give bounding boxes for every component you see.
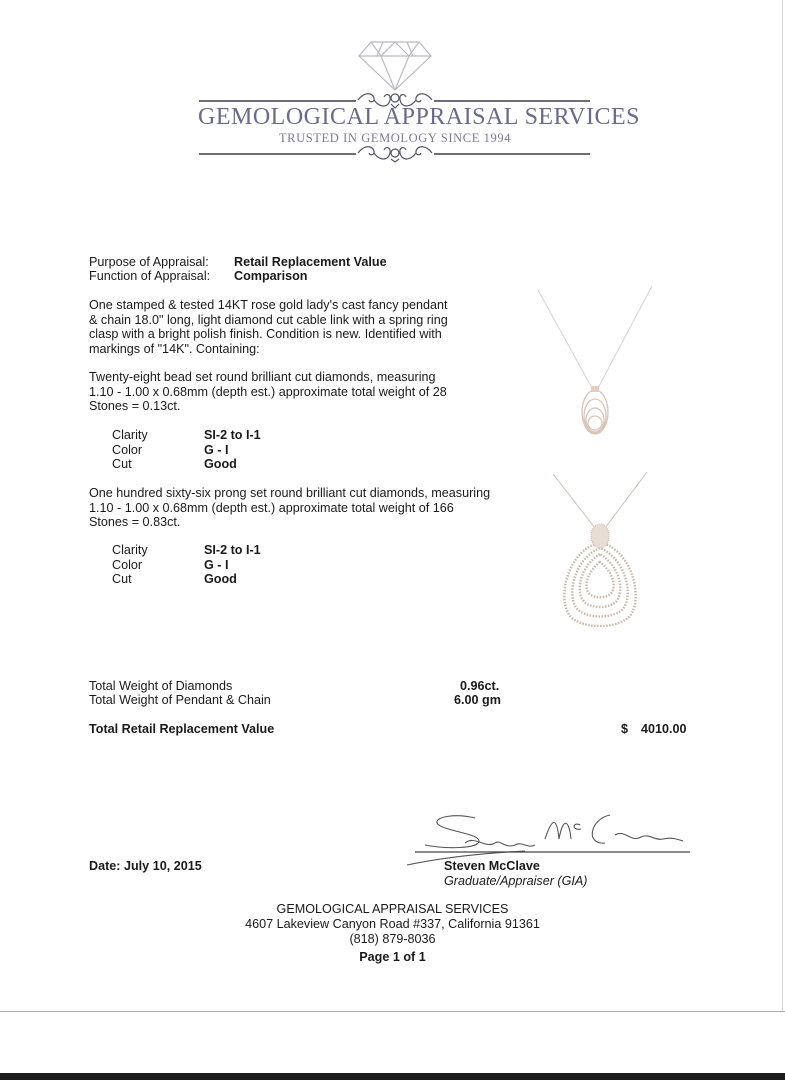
grade-row-clarity (112, 543, 261, 558)
page-bottom-edge (0, 1011, 785, 1012)
header-rule-bottom-left (199, 153, 356, 155)
appraiser-name: Steven McClave (444, 859, 540, 873)
total-diamonds-label: Total Weight of Diamonds (89, 679, 233, 693)
stone-group-2-description (89, 486, 529, 530)
description-line: & chain 18.0" long, light diamond cut cable link with a spring ring (89, 312, 448, 327)
header-rule-top-right (434, 100, 590, 102)
grade-row-clarity (112, 428, 261, 443)
currency-symbol: $ (621, 722, 629, 736)
page-right-edge (782, 0, 783, 1011)
stone-group-2-grades (112, 543, 261, 587)
stone-line: 1.10 - 1.00 x 0.68mm (depth est.) approximate total weight of 28 (89, 384, 447, 399)
pendant-photo-large (545, 470, 655, 635)
total-pendant-value: 6.00 gm (454, 693, 501, 707)
stone-line: Stones = 0.13ct. (89, 399, 181, 413)
grade-label: Clarity (112, 543, 148, 557)
scroll-ornament-icon-bottom (356, 143, 434, 163)
grade-label: Clarity (112, 428, 148, 442)
grade-label: Cut (112, 457, 132, 471)
grade-label: Color (112, 557, 143, 572)
header-rule-top-left (199, 100, 356, 102)
grade-value: SI-2 to I-1 (204, 428, 261, 442)
footer-address: 4607 Lakeview Canyon Road #337, California 91361 (245, 917, 540, 931)
function-label: Function of Appraisal: (89, 269, 211, 283)
total-pendant-label: Total Weight of Pendant & Chain (89, 693, 271, 707)
stone-line: Stones = 0.83ct. (89, 515, 181, 529)
purpose-value: Retail Replacement Value (234, 255, 387, 269)
diamond-icon (357, 40, 433, 92)
grade-value: Good (204, 457, 237, 471)
stone-line: Twenty-eight bead set round brilliant cut diamonds, measuring (89, 370, 436, 384)
header-rule-bottom-right (434, 153, 590, 155)
logo (190, 36, 641, 166)
grade-value: Good (204, 572, 237, 586)
grade-row-color (112, 558, 261, 573)
stone-line: 1.10 - 1.00 x 0.68mm (depth est.) approximate total weight of 166 (89, 500, 454, 515)
grade-value: SI-2 to I-1 (204, 543, 261, 557)
stone-group-1-grades (112, 428, 261, 472)
total-retail-value: 4010.00 (641, 722, 687, 736)
description-line: One stamped & tested 14KT rose gold lady's cast fancy pendant (89, 298, 448, 312)
stone-group-1-description (89, 370, 509, 414)
description-line: clasp with a bright polish finish. Condition is new. Identified with (89, 327, 442, 341)
company-name: GEMOLOGICAL APPRAISAL SERVICES (198, 104, 641, 130)
stone-line: One hundred sixty-six prong set round brilliant cut diamonds, measuring (89, 486, 491, 500)
pendant-photo-small (530, 280, 660, 440)
grade-value: G - I (204, 442, 229, 457)
grade-label: Cut (112, 572, 132, 586)
purpose-label: Purpose of Appraisal: (89, 255, 209, 269)
total-retail-label: Total Retail Replacement Value (89, 722, 275, 736)
grade-row-color (112, 443, 261, 458)
page-number: Page 1 of 1 (359, 950, 426, 964)
footer-company: GEMOLOGICAL APPRAISAL SERVICES (276, 902, 509, 916)
grade-label: Color (112, 442, 143, 457)
grade-row-cut (112, 572, 261, 587)
appraisal-date: Date: July 10, 2015 (89, 859, 202, 873)
grade-row-cut (112, 457, 261, 472)
description-line: markings of "14K". Containing: (89, 341, 260, 356)
company-tagline: TRUSTED IN GEMOLOGY SINCE 1994 (278, 131, 512, 145)
item-description (89, 298, 509, 356)
function-value: Comparison (234, 269, 308, 283)
footer-phone: (818) 879-8036 (349, 932, 436, 946)
grade-value: G - I (204, 557, 229, 572)
appraiser-title: Graduate/Appraiser (GIA) (444, 874, 588, 888)
total-diamonds-value: 0.96ct. (460, 679, 500, 693)
scanner-bottom-band (0, 1073, 785, 1080)
